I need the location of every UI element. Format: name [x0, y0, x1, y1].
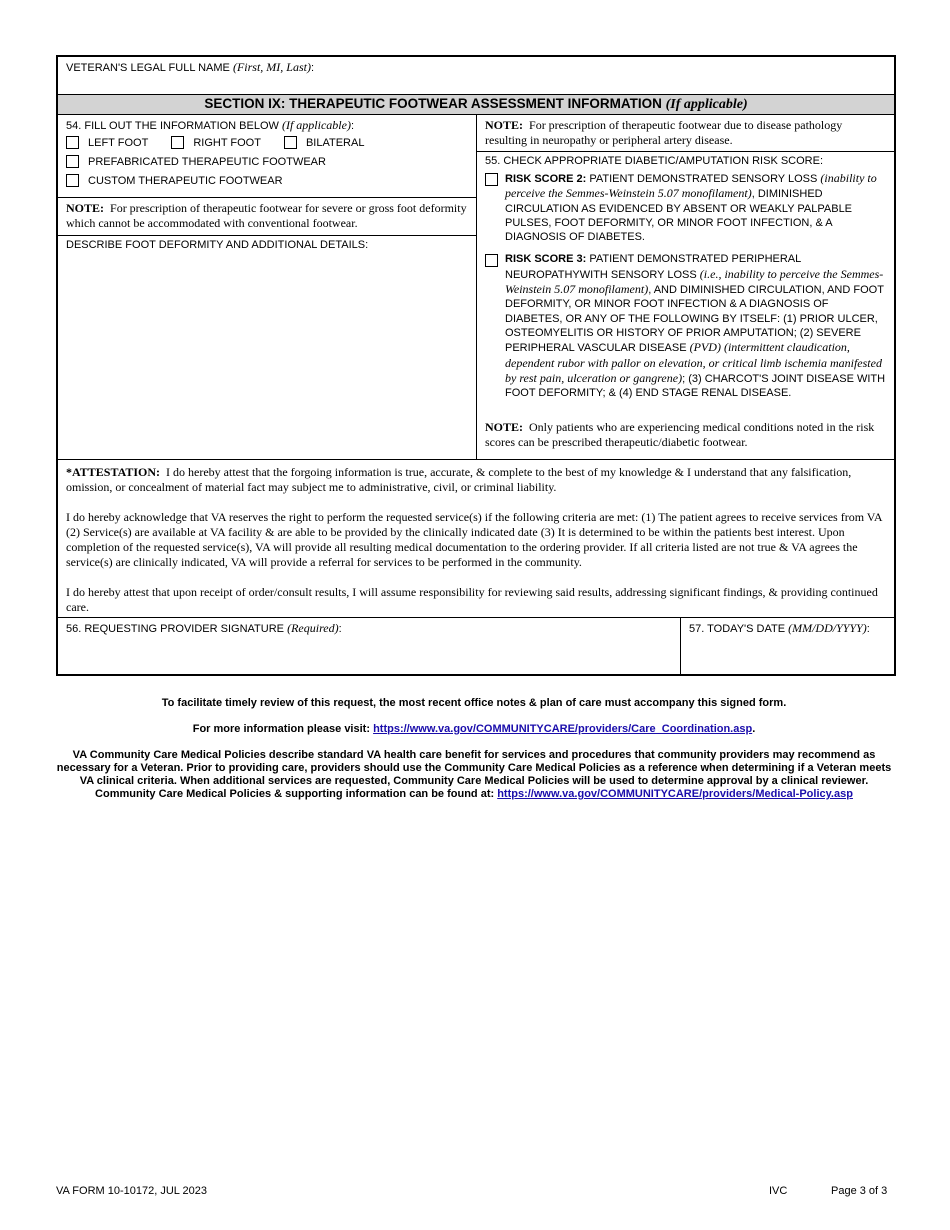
- footer-info: [56, 697, 892, 814]
- describe-deformity-label: DESCRIBE FOOT DEFORMITY AND ADDITIONAL DETAILS:: [66, 239, 369, 251]
- provider-signature-field[interactable]: 56. REQUESTING PROVIDER SIGNATURE (Required):: [58, 618, 681, 674]
- medical-policy-link[interactable]: https://www.va.gov/COMMUNITYCARE/providers/Medical-Policy.asp: [497, 788, 853, 800]
- item-54-label: 54. FILL OUT THE INFORMATION BELOW: [66, 120, 279, 132]
- page-number: Page 3 of 3: [831, 1185, 888, 1197]
- section-qualifier: (If applicable): [665, 97, 748, 112]
- describe-deformity-field[interactable]: [58, 236, 476, 459]
- attestation-label: *ATTESTATION:: [66, 465, 161, 479]
- right-column: [477, 115, 894, 459]
- item-54-hint: (If applicable): [281, 118, 351, 132]
- item-54: 54. FILL OUT THE INFORMATION BELOW (If applicable): LEFT FOOT RIGHT FOOT BILATERAL PREFABRICATED THERAPEUTIC FOOTWEAR CUSTOM THERAPEUTIC FOOTWEAR: [58, 115, 476, 198]
- custom-footwear-label: CUSTOM THERAPEUTIC FOOTWEAR: [88, 174, 283, 187]
- veteran-name-label: VETERAN'S LEGAL FULL NAME: [66, 62, 230, 74]
- form-id: VA FORM 10-10172, JUL 2023: [56, 1185, 208, 1197]
- attestation-p3: I do hereby attest that upon receipt of order/consult results, I will assume responsibility for reviewing said results, addressing significant findings, & providing continued care.: [66, 585, 878, 614]
- risk-score-3: RISK SCORE 3: PATIENT DEMONSTRATED PERIPHERAL NEUROPATHYWITH SENSORY LOSS (i.e., inability to perceive the Semmes-Weinstein 5.07 monofilament), AND DIMINISHED CIRCULATION, AND FOOT DEFORMITY, OR MINOR FOOT INFECTION & A DIAGNOSIS OF DIABETES, OR ANY OF THE FOLLOWING BY ITSELF: (1) PRIOR ULCER, OSTEOMYELITIS OR HISTORY OF PRIOR AMPUTATION; (2) SEVERE PERIPHERAL VASCULAR DISEASE (PVD) (intermittent claudication, dependent rubor with pallor on elevation, or critical limb ischemia manifested by rest pain, ulceration or gangrene); (3) CHARCOT'S JOINT DISEASE WITH FOOT DEFORMITY; & (4) END STAGE RENAL DISEASE.: [485, 252, 886, 400]
- prefabricated-footwear-checkbox[interactable]: [66, 155, 79, 168]
- footwear-form: [56, 55, 896, 676]
- note-deformity: NOTE: For prescription of therapeutic footwear for severe or gross foot deformity which cannot be accommodated with conventional footwear.: [58, 198, 476, 236]
- bilateral-label: BILATERAL: [305, 136, 365, 149]
- bilateral-checkbox[interactable]: [284, 136, 297, 149]
- prefabricated-footwear-label: PREFABRICATED THERAPEUTIC FOOTWEAR: [88, 155, 326, 168]
- item-55-label: 55. CHECK APPROPRIATE DIABETIC/AMPUTATION RISK SCORE:: [485, 155, 824, 167]
- footer-line-3: VA Community Care Medical Policies describe standard VA health care benefit for services and procedures that community providers may recommend as necessary for a Veteran. Prior to providing care, providers should use the Community Care Medical Policies as a reference when determining if a Veteran meets VA clinical criteria. When additional services are requested, Community Care Medical Policies will be used to determine approval by a clinical reviewer.: [56, 749, 892, 787]
- item-55: [477, 152, 894, 459]
- section-title: SECTION IX: THERAPEUTIC FOOTWEAR ASSESSMENT INFORMATION: [204, 96, 662, 111]
- assessment-columns: [58, 115, 894, 460]
- care-coordination-link[interactable]: https://www.va.gov/COMMUNITYCARE/providers/Care_Coordination.asp: [373, 723, 753, 735]
- footer-line-1: To facilitate timely review of this request, the most recent office notes & plan of care must accompany this signed form.: [161, 697, 787, 709]
- attestation-p1: I do hereby attest that the forgoing information is true, accurate, & complete to the best of my knowledge & I understand that any falsification, omission, or concealment of material fact may subject me to administrative, civil, or criminal liability.: [66, 465, 852, 494]
- todays-date-field[interactable]: 57. TODAY'S DATE (MM/DD/YYYY):: [689, 621, 870, 635]
- right-foot-label: RIGHT FOOT: [193, 136, 261, 149]
- footer-line-4: Community Care Medical Policies & supporting information can be found at: https://www.va.gov/COMMUNITYCARE/providers/Medical-Policy.asp: [95, 788, 853, 800]
- footer-line-2: For more information please visit: https://www.va.gov/COMMUNITYCARE/providers/Care_Coordination.asp.: [192, 723, 756, 735]
- signature-row: [58, 618, 894, 674]
- left-column: [58, 115, 477, 459]
- right-foot-checkbox[interactable]: [171, 136, 184, 149]
- office-code: IVC: [769, 1185, 788, 1197]
- risk-score-3-checkbox[interactable]: [485, 254, 498, 267]
- left-foot-label: LEFT FOOT: [88, 136, 149, 149]
- risk-score-2-checkbox[interactable]: [485, 173, 498, 186]
- veteran-name-hint: (First, MI, Last): [232, 60, 311, 74]
- note-risk-scores: NOTE: Only patients who are experiencing medical conditions noted in the risk scores can be prescribed therapeutic/diabetic footwear.: [485, 420, 875, 450]
- risk-score-2: RISK SCORE 2: PATIENT DEMONSTRATED SENSORY LOSS (inability to perceive the Semmes-Weinstein 5.07 monofilament), DIMINISHED CIRCULATION AS EVIDENCED BY ABSENT OR WEAKLY PALPABLE PULSES, FOOT DEFORMITY, OR MINOR FOOT INFECTION, & A DIAGNOSIS OF DIABETES.: [485, 171, 886, 244]
- section-heading: [58, 95, 894, 115]
- attestation: [58, 460, 894, 618]
- attestation-p2: I do hereby acknowledge that VA reserves the right to perform the requested service(s) if the following criteria are met: (1) The patient agrees to receive services from VA (2) Service(s) are available at VA facility & are able to be provided by the clinically indicated date (3) It is determined to be within the patients best interest. Upon completion of the requested service(s), VA will provide all resulting medical documentation to the ordering provider. If all criteria listed are not true & VA agrees the service(s) are clinically indicated, VA will provide a referral for services to be performed in the community.: [66, 510, 882, 569]
- note-neuropathy: NOTE: For prescription of therapeutic footwear due to disease pathology resulting in neuropathy or peripheral artery disease.: [477, 115, 894, 152]
- left-foot-checkbox[interactable]: [66, 136, 79, 149]
- veteran-name-field[interactable]: VETERAN'S LEGAL FULL NAME (First, MI, Last):: [58, 57, 894, 95]
- custom-footwear-checkbox[interactable]: [66, 174, 79, 187]
